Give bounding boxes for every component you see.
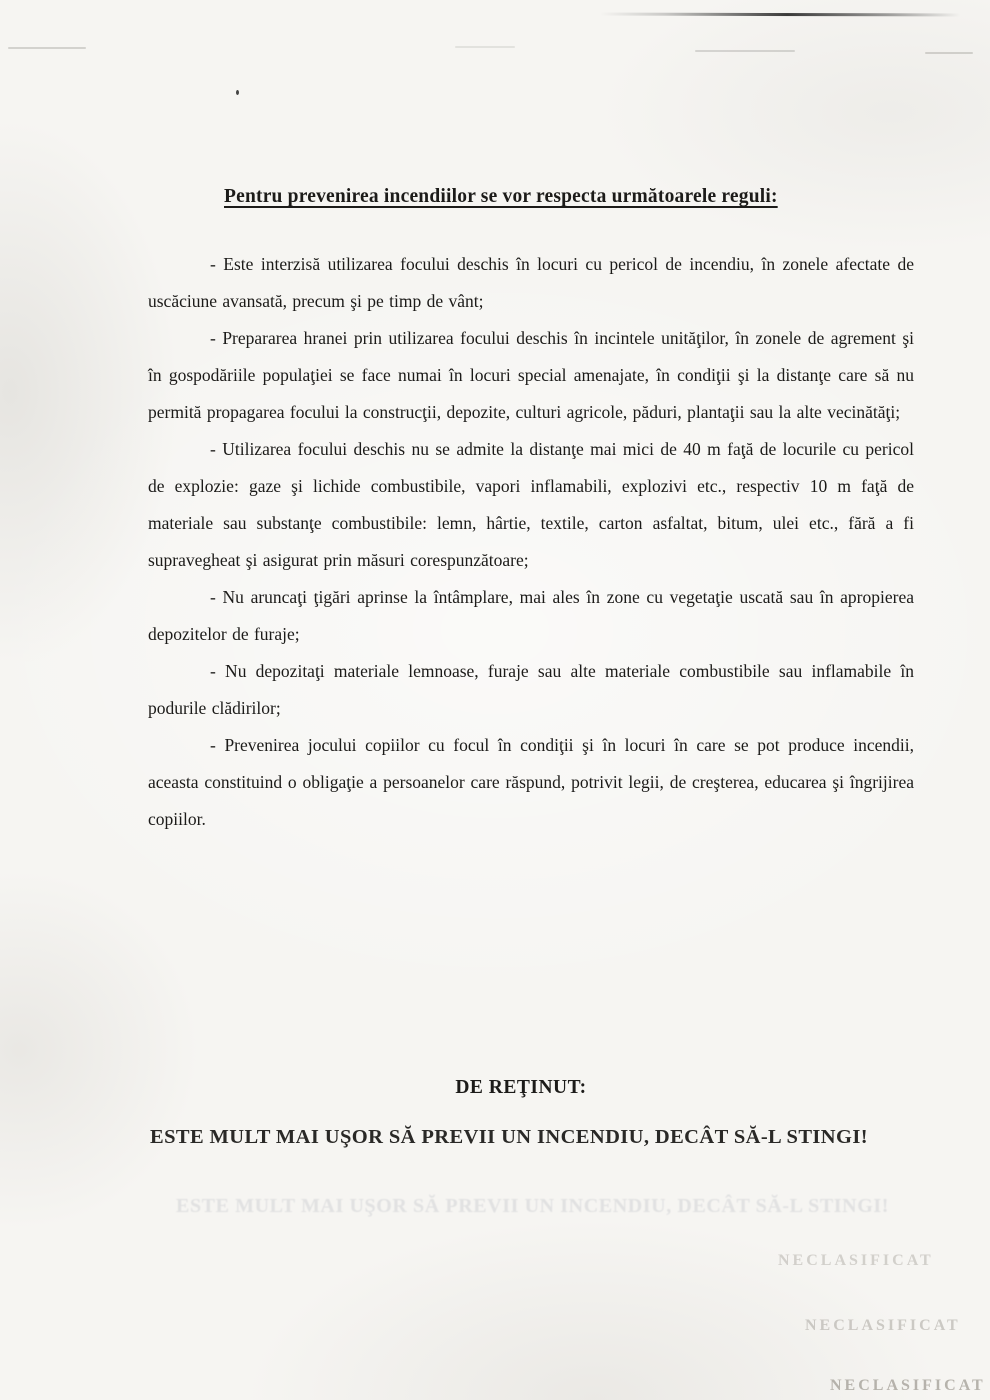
rule-paragraph-open-fire-ban: - Este interzisă utilizarea focului deschis în locuri cu pericol de incendiu, în zonele afectate de uscăciune avansată, precum şi pe timp de vânt; — [148, 254, 914, 311]
scan-artifact-dash — [695, 50, 795, 52]
scan-artifact-line — [600, 13, 960, 17]
rule-paragraph-storage: - Nu depozitaţi materiale lemnoase, furaje sau alte materiale combustibile sau inflamabile în podurile clădirilor; — [148, 661, 914, 718]
neclasificat-watermark: NECLASIFICAT — [830, 1377, 986, 1394]
neclasificat-watermark: NECLASIFICAT — [805, 1317, 961, 1334]
neclasificat-watermark: NECLASIFICAT — [778, 1252, 934, 1269]
rule-paragraph-safe-distances: - Utilizarea focului deschis nu se admite la distanţe mai mici de 40 m faţă de locurile cu pericol de explozie: gaze şi lichide combustibile, vapori inflamabili, explozivi etc., respectiv 10 m faţă de materiale sau substanţe combustibile: lemn, hârtie, textile, carton asfaltat, bitum, ulei etc., fără a fi supravegheat şi asigurat prin măsuri corespunzătoare; — [148, 439, 914, 570]
scan-artifact-speck — [236, 90, 239, 95]
scan-artifact-dash — [455, 46, 515, 48]
scan-artifact-dash — [8, 47, 86, 49]
document-body — [148, 246, 914, 838]
bleed-through-ghost-text: ESTE MULT MAI UŞOR SĂ PREVII UN INCENDIU, DECÂT SĂ-L STINGI! — [176, 1195, 890, 1217]
reminder-heading: DE REŢINUT: — [455, 1077, 587, 1098]
rule-paragraph-cigarettes: - Nu aruncaţi ţigări aprinse la întâmplare, mai ales în zone cu vegetaţie uscată sau în apropierea depozitelor de furaje; — [148, 587, 914, 644]
document-title: Pentru prevenirea incendiilor se vor respecta următoarele reguli: — [224, 186, 778, 207]
rule-paragraph-children: - Prevenirea jocului copiilor cu focul în condiţii şi în locuri în care se pot produce incendii, aceasta constituind o obligaţie a persoanelor care răspund, potrivit legii, de creşterea, educarea şi îngrijirea copiilor. — [148, 735, 914, 829]
reminder-slogan: ESTE MULT MAI UŞOR SĂ PREVII UN INCENDIU, DECÂT SĂ-L STINGI! — [150, 1126, 868, 1148]
scan-artifact-dash — [925, 52, 973, 54]
rule-paragraph-food-preparation: - Prepararea hranei prin utilizarea focului deschis în incintele unităţilor, în zonele de agrement şi în gospodăriile populaţiei se face numai în locuri special amenajate, în condiţii şi la distanţe care să nu permită propagarea focului la construcţii, depozite, culturi agricole, păduri, plantaţii sau la alte vecinătăţi; — [148, 328, 914, 422]
